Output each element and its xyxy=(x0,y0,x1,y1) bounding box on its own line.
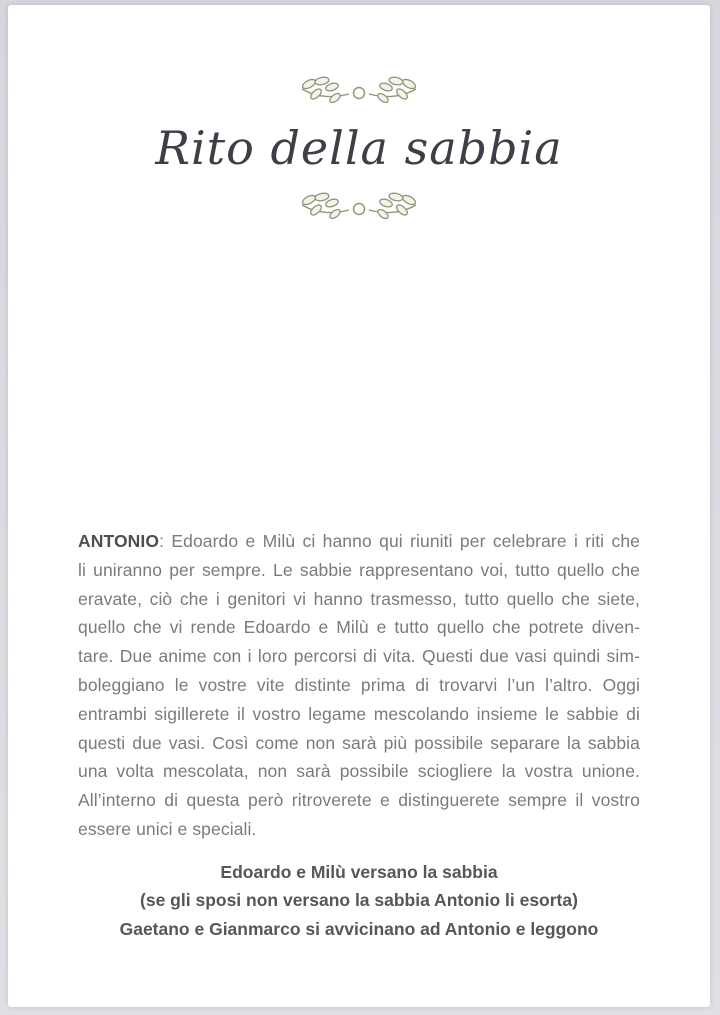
page-title: Rito della sabbia xyxy=(155,121,563,175)
script-line: eravate, ciò che i genitori vi hanno trasmesso, tutto quello che siete, xyxy=(78,588,640,609)
script-line: li uniranno per sempre. Le sabbie rappresentano voi, tutto quello che xyxy=(78,559,640,580)
stage-direction-line: Gaetano e Gianmarco si avvicinano ad Antonio e leggono xyxy=(119,918,599,939)
script-line xyxy=(78,527,640,556)
script-line: tare. Due anime con i loro percorsi di vita. Questi due vasi quindi sim- xyxy=(78,646,640,667)
stage-direction-line: (se gli sposi non versano la sabbia Antonio li esorta) xyxy=(140,890,578,911)
ornament-divider-top xyxy=(78,75,640,111)
script-paragraph xyxy=(78,527,640,844)
speaker-name: ANTONIO xyxy=(78,531,160,551)
script-line: quello che vi rende Edoardo e Milù e tutto quello che potrete diven- xyxy=(78,617,640,638)
script-lines xyxy=(78,556,640,844)
document-page xyxy=(8,5,710,1007)
script-line: All’interno di questa però ritroverete e distinguerete sempre il vostro xyxy=(78,790,640,811)
script-line: essere unici e speciali. xyxy=(78,818,257,839)
script-line-text: : Edoardo e Milù ci hanno qui riuniti per celebrare i riti che xyxy=(159,531,640,551)
stage-direction-line: Edoardo e Milù versano la sabbia xyxy=(220,861,498,882)
ornament-divider-bottom xyxy=(78,191,640,227)
script-line: entrambi sigillerete il vostro legame mescolando insieme le sabbie di xyxy=(78,703,640,724)
script-line: una volta mescolata, non sarà possibile sciogliere la vostra unione. xyxy=(78,761,640,782)
script-line: questi due vasi. Così come non sarà più possibile separare la sabbia xyxy=(78,732,640,753)
olive-branch-divider-icon xyxy=(297,191,421,227)
script-line: boleggiano le vostre vite distinte prima di trovarvi l’un l’altro. Oggi xyxy=(78,674,640,695)
stage-directions xyxy=(78,858,640,944)
olive-branch-divider-icon xyxy=(297,75,421,111)
